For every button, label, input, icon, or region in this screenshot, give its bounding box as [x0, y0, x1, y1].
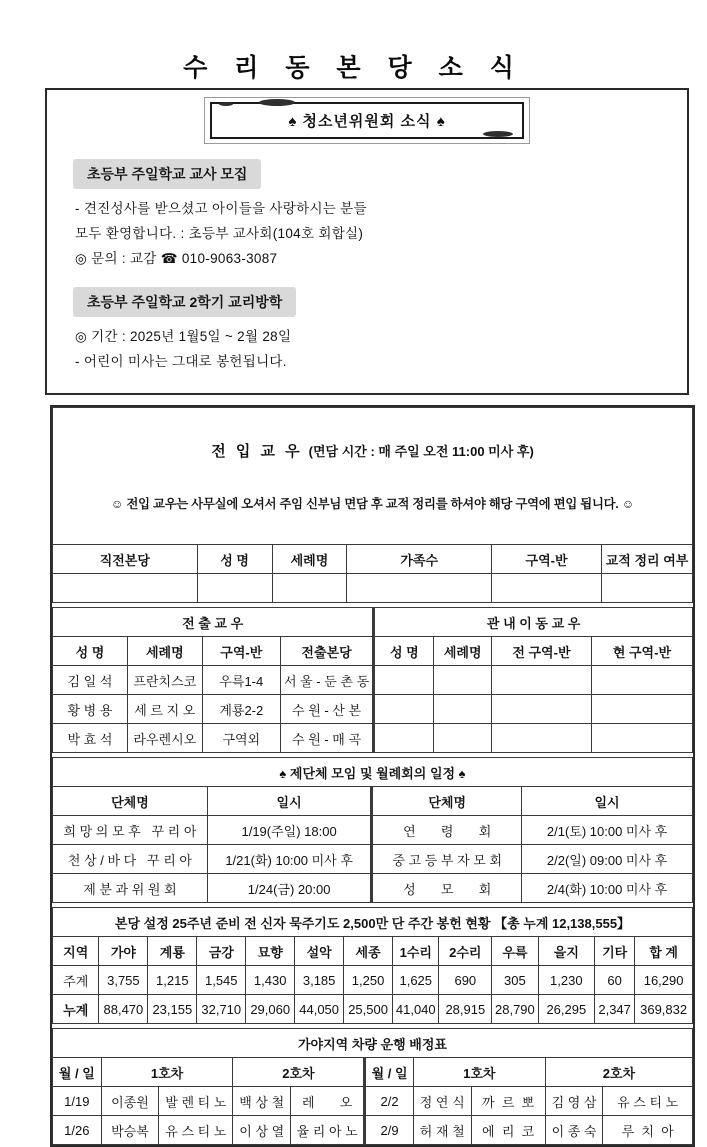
col-header: 성 명	[53, 637, 128, 666]
cell: 1,215	[148, 966, 197, 995]
cell: 2/2(일) 09:00 미사 후	[522, 845, 693, 874]
col-header: 2호차	[233, 1058, 365, 1087]
col-header: 월 / 일	[365, 1058, 414, 1087]
cell: 라우렌시오	[127, 724, 202, 753]
col-header: 전 구역-반	[492, 637, 592, 666]
cell: 세 르 지 오	[127, 695, 202, 724]
col-header: 월 / 일	[53, 1058, 102, 1087]
cell: 1/26	[53, 1116, 102, 1145]
cell: 2/9	[365, 1116, 414, 1145]
table-title-row	[53, 758, 693, 787]
cell: 1,250	[344, 966, 393, 995]
transfer-in-title-cell	[53, 408, 693, 545]
cell: 발 렌 티 노	[159, 1087, 233, 1116]
cell: 희 망 의 모 후 꾸 리 아	[53, 816, 208, 845]
table-row	[53, 816, 693, 845]
col-header: 1수리	[393, 937, 439, 966]
cell: 에 리 코	[471, 1116, 545, 1145]
table-row	[53, 1087, 693, 1116]
table-title-row	[53, 608, 693, 637]
cell: 29,060	[246, 995, 295, 1024]
cell: 1,230	[538, 966, 594, 995]
col-header: 세례명	[434, 637, 492, 666]
cell: 까 르 뽀	[471, 1087, 545, 1116]
cell: 서 울 - 둔 촌 동	[280, 666, 373, 695]
col-header: 성 명	[374, 637, 434, 666]
cell	[374, 695, 434, 724]
transfer-out-internal-move-table	[52, 607, 693, 753]
col-header: 성 명	[197, 545, 272, 574]
cell: 제 분 과 위 원 회	[53, 874, 208, 903]
cell: 690	[439, 966, 492, 995]
cell: 3,185	[295, 966, 344, 995]
cell: 이 종 숙	[545, 1116, 603, 1145]
cell: 유 스 티 노	[603, 1087, 693, 1116]
cell	[347, 574, 492, 603]
scroll-mark-icon	[483, 131, 513, 137]
table-row	[53, 845, 693, 874]
cell: 박승복	[101, 1116, 159, 1145]
col-header: 우륵	[492, 937, 538, 966]
cell: 88,470	[99, 995, 148, 1024]
col-header: 전출본당	[280, 637, 373, 666]
cell: 2,347	[595, 995, 635, 1024]
cell	[492, 695, 592, 724]
catechism-vacation-label: 초등부 주일학교 2학기 교리방학	[73, 287, 296, 317]
youth-banner-title: ♠ 청소년위원회 소식 ♠	[210, 102, 524, 139]
table-title-row	[53, 1029, 693, 1058]
table-row	[53, 995, 693, 1024]
cell	[492, 666, 592, 695]
col-header: 을지	[538, 937, 594, 966]
scroll-mark-icon	[219, 102, 233, 106]
cell: 32,710	[197, 995, 246, 1024]
header-row	[53, 937, 693, 966]
scroll-mark-icon	[259, 99, 295, 106]
cell: 28,915	[439, 995, 492, 1024]
col-header: 직전본당	[53, 545, 198, 574]
cell: 2/4(화) 10:00 미사 후	[522, 874, 693, 903]
rosary-offering-table	[52, 907, 693, 1024]
col-header: 단체명	[53, 787, 208, 816]
col-header: 2수리	[439, 937, 492, 966]
table-row	[53, 666, 693, 695]
teacher-recruit-label: 초등부 주일학교 교사 모집	[73, 159, 261, 189]
row-label: 주계	[53, 966, 99, 995]
cell: 2/2	[365, 1087, 414, 1116]
cell: 중 고 등 부 자 모 회	[372, 845, 522, 874]
col-header: 가족수	[347, 545, 492, 574]
cell: 천 상 / 바 다 꾸 리 아	[53, 845, 208, 874]
cell	[492, 574, 602, 603]
header-row	[53, 1058, 693, 1087]
recruit-line: - 견진성사를 받으셨고 아이들을 사랑하시는 분들	[75, 201, 367, 216]
cell: 1/24(금) 20:00	[207, 874, 371, 903]
transfer-out-title: 전 출 교 우	[53, 608, 374, 637]
cell: 우륵1-4	[202, 666, 280, 695]
recruit-line: 모두 환영합니다. : 초등부 교사회(104호 회합실)	[75, 226, 364, 241]
cell: 성 모 회	[372, 874, 522, 903]
cell	[53, 574, 198, 603]
cell: 1,430	[246, 966, 295, 995]
col-header: 묘향	[246, 937, 295, 966]
youth-banner	[204, 97, 530, 144]
table-row	[53, 874, 693, 903]
recruit-contact-line: ◎ 문의 : 교감 ☎ 010-9063-3087	[75, 251, 278, 266]
shuttle-title: 가야지역 차량 운행 배정표	[53, 1029, 693, 1058]
vacation-line: ◎ 기간 : 2025년 1월5일 ~ 2월 28일	[75, 329, 292, 344]
cell: 연 령 회	[372, 816, 522, 845]
col-header: 세례명	[127, 637, 202, 666]
cell	[591, 666, 692, 695]
cell	[434, 666, 492, 695]
cell: 정 연 식	[413, 1087, 471, 1116]
col-header: 현 구역-반	[591, 637, 692, 666]
col-header: 지역	[53, 937, 99, 966]
cell: 26,295	[538, 995, 594, 1024]
table-row	[53, 966, 693, 995]
transfer-in-title: 전 입 교 우 (면담 시간 : 매 주일 오전 11:00 미사 후)	[211, 443, 534, 460]
cell: 23,155	[148, 995, 197, 1024]
cell: 44,050	[295, 995, 344, 1024]
youth-committee-section	[45, 88, 689, 395]
cell: 1,545	[197, 966, 246, 995]
internal-move-title: 관 내 이 동 교 우	[374, 608, 693, 637]
cell: 허 재 철	[413, 1116, 471, 1145]
transfer-in-subtitle: ☺ 전입 교우는 사무실에 오셔서 주임 신부님 면담 후 교적 정리를 하셔야 해당 구역에 편입 됩니다. ☺	[110, 497, 635, 511]
cell: 박 효 석	[53, 724, 128, 753]
cell: 16,290	[635, 966, 693, 995]
col-header: 일시	[207, 787, 371, 816]
col-header: 2호차	[545, 1058, 692, 1087]
table-title-row	[53, 408, 693, 545]
col-header: 단체명	[372, 787, 522, 816]
transfer-in-table	[52, 407, 693, 603]
cell: 이종원	[101, 1087, 159, 1116]
cell: 369,832	[635, 995, 693, 1024]
cell: 김 영 삼	[545, 1087, 603, 1116]
cell: 계룡2-2	[202, 695, 280, 724]
cell: 1/19	[53, 1087, 102, 1116]
col-header: 일시	[522, 787, 693, 816]
col-header: 합 계	[635, 937, 693, 966]
cell: 25,500	[344, 995, 393, 1024]
table-row	[53, 1116, 693, 1145]
rosary-title: 본당 설정 25주년 준비 전 신자 묵주기도 2,500만 단 주간 봉헌 현황 【총 누계 12,138,555】	[53, 908, 693, 937]
cell: 28,790	[492, 995, 538, 1024]
shuttle-schedule-table	[52, 1028, 693, 1145]
cell	[591, 724, 692, 753]
cell: 김 일 석	[53, 666, 128, 695]
cell	[591, 695, 692, 724]
cell: 수 원 - 산 본	[280, 695, 373, 724]
cell: 1,625	[393, 966, 439, 995]
table-row	[53, 695, 693, 724]
col-header: 구역-반	[492, 545, 602, 574]
col-header: 세종	[344, 937, 393, 966]
col-header: 세례명	[272, 545, 347, 574]
cell: 유 스 티 노	[159, 1116, 233, 1145]
cell: 이 상 열	[233, 1116, 291, 1145]
cell: 백 상 철	[233, 1087, 291, 1116]
col-header: 계룡	[148, 937, 197, 966]
group-meetings-table	[52, 757, 693, 903]
cell: 305	[492, 966, 538, 995]
col-header: 가야	[99, 937, 148, 966]
table-row	[53, 724, 693, 753]
row-label: 누계	[53, 995, 99, 1024]
table-title-row	[53, 908, 693, 937]
cell: 프란치스코	[127, 666, 202, 695]
cell: 1/21(화) 10:00 미사 후	[207, 845, 371, 874]
cell: 수 원 - 매 곡	[280, 724, 373, 753]
header-row	[53, 545, 693, 574]
col-header: 설악	[295, 937, 344, 966]
col-header: 구역-반	[202, 637, 280, 666]
meetings-title: ♠ 제단체 모임 및 월례회의 일정 ♠	[53, 758, 693, 787]
cell: 3,755	[99, 966, 148, 995]
cell	[197, 574, 272, 603]
cell: 루 치 아	[603, 1116, 693, 1145]
cell: 율 리 아 노	[291, 1116, 365, 1145]
header-row	[53, 637, 693, 666]
col-header: 교적 정리 여부	[602, 545, 693, 574]
vacation-line: - 어린이 미사는 그대로 봉헌됩니다.	[75, 354, 287, 369]
cell	[434, 724, 492, 753]
cell	[434, 695, 492, 724]
col-header: 기타	[595, 937, 635, 966]
cell: 황 병 용	[53, 695, 128, 724]
header-row	[53, 787, 693, 816]
cell	[374, 666, 434, 695]
page-title: 수 리 동 본 당 소 식	[183, 54, 524, 82]
cell: 1/19(주일) 18:00	[207, 816, 371, 845]
cell: 구역외	[202, 724, 280, 753]
table-row	[53, 574, 693, 603]
cell: 41,040	[393, 995, 439, 1024]
col-header: 1호차	[101, 1058, 233, 1087]
tables-section	[50, 405, 695, 1147]
col-header: 1호차	[413, 1058, 545, 1087]
col-header: 금강	[197, 937, 246, 966]
cell: 60	[595, 966, 635, 995]
cell	[602, 574, 693, 603]
cell: 2/1(토) 10:00 미사 후	[522, 816, 693, 845]
cell	[492, 724, 592, 753]
cell	[374, 724, 434, 753]
cell: 레 오	[291, 1087, 365, 1116]
cell	[272, 574, 347, 603]
